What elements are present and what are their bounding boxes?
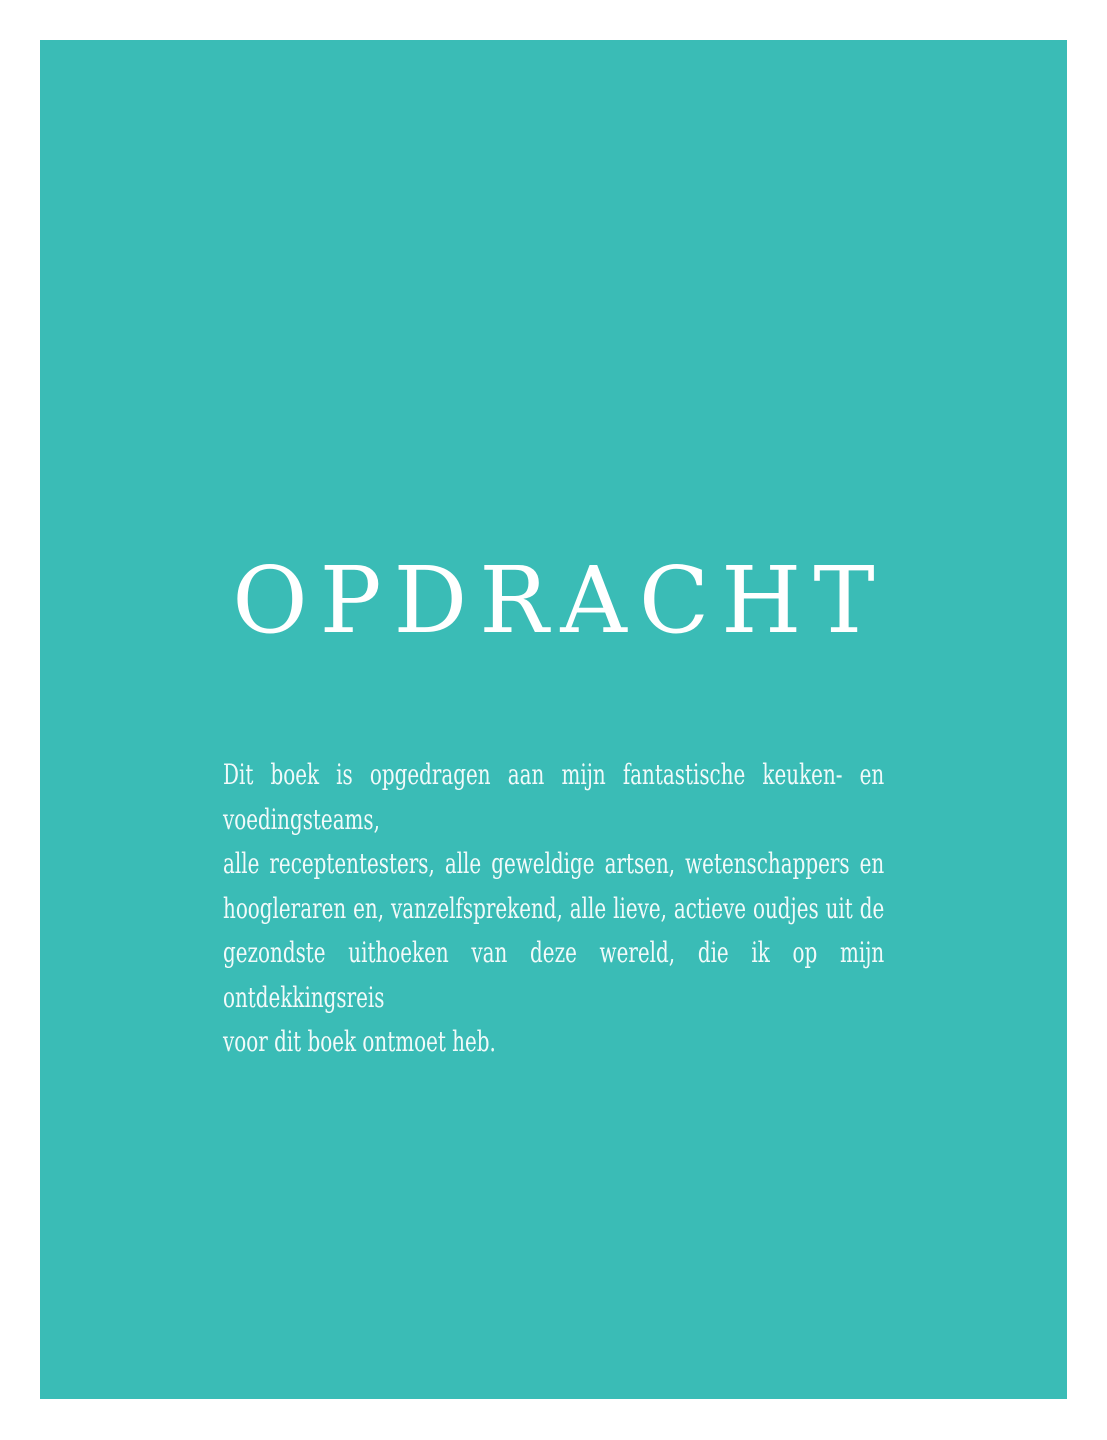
dedication-line: Dit boek is opgedragen aan mijn fantastische keuken- en voedingsteams, xyxy=(223,758,885,836)
dedication-line: voor dit boek ontmoet heb. xyxy=(223,1025,496,1058)
page-title: OPDRACHT xyxy=(232,547,887,654)
dedication-line: gezondste uithoeken van deze wereld, die ik op mijn ontdekkingsreis xyxy=(223,936,885,1014)
dedication-panel xyxy=(40,40,1067,1399)
dedication-line: hoogleraren en, vanzelfsprekend, alle lieve, actieve oudjes uit de xyxy=(223,891,885,925)
dedication-line: alle receptentesters, alle geweldige artsen, wetenschappers en xyxy=(223,847,885,880)
dedication-text xyxy=(223,753,884,1065)
